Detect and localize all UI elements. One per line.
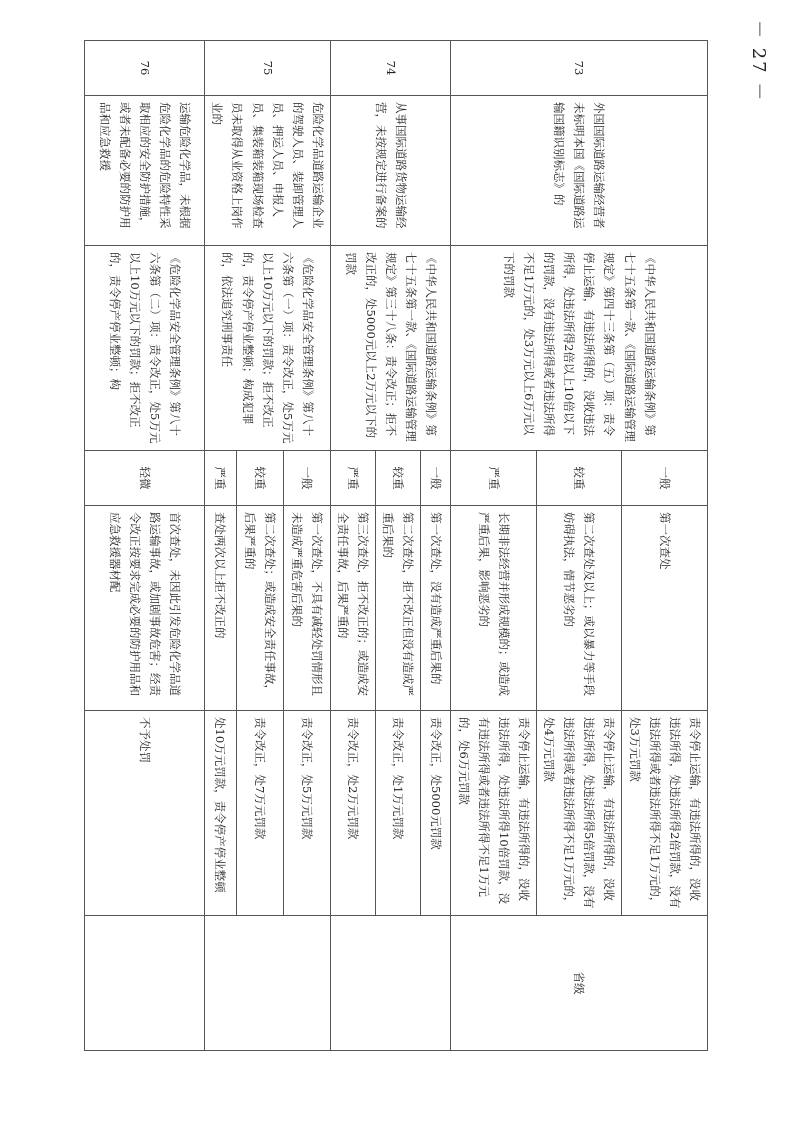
severity-level: 一般 bbox=[421, 451, 451, 506]
penalty-standard: 不予处罚 bbox=[85, 711, 205, 916]
severity-level: 严重 bbox=[331, 451, 376, 506]
legal-basis: 《中华人民共和国道路运输条例》第七十五条第一款、《国际道路运输管理规定》第四十三条第（五）项：责令停止运输，有违法所得的，没收违法所得，处违法所得2倍以上10倍以下的罚款，没有违法所得或者违法所得不足1万元的，处3万元以上6万元以下的罚款 bbox=[451, 246, 708, 451]
legal-basis: 《危险化学品安全管理条例》第八十六条第（二）项：责令改正，处5万元以上10万元以下的罚款；拒不改正的，责令停产停业整顿；构 bbox=[85, 246, 205, 451]
circumstance: 查处两次以上拒不改正的 bbox=[205, 506, 236, 711]
penalty-standard: 责令改正，处5万元罚款 bbox=[283, 711, 330, 916]
circumstance: 第二次查处，拒不改正但没有造成严重后果的 bbox=[376, 506, 421, 711]
row-number: 76 bbox=[85, 41, 205, 96]
row-number: 74 bbox=[331, 41, 452, 96]
circumstance: 第二次查处及以上；或以暴力等手段妨碍执法，情节恶劣的 bbox=[537, 506, 623, 711]
violation-behavior: 从事国际道路货物运输经营，未按规定进行备案的 bbox=[331, 96, 452, 246]
authority bbox=[331, 916, 452, 1051]
circumstance: 第一次查处，没有造成严重后果的 bbox=[421, 506, 451, 711]
penalty-table bbox=[84, 40, 708, 1051]
table-row bbox=[421, 41, 451, 1051]
legal-basis: 《中华人民共和国道路运输条例》第七十五条第一款、《国际道路运输管理规定》第三十八条：责令改正；拒不改正的，处5000元以上2万元以下的罚款 bbox=[331, 246, 452, 451]
page-number: － 27 － bbox=[748, 20, 769, 103]
penalty-standard: 责令改正，处2万元罚款 bbox=[331, 711, 376, 916]
violation-behavior: 运输危险化学品，未根据危险化学品的危险特性采取相应的安全防护措施，或者未配备必要的防护用品和应急救援 bbox=[85, 96, 205, 246]
penalty-standard: 责令改正，处1万元罚款 bbox=[376, 711, 421, 916]
severity-level: 较重 bbox=[236, 451, 283, 506]
severity-level: 一般 bbox=[622, 451, 708, 506]
circumstance: 第一次查处 bbox=[622, 506, 708, 711]
violation-behavior: 外国国际道路运输经营者未标明本国《国际道路运输国籍识别标志》的 bbox=[451, 96, 708, 246]
row-number: 73 bbox=[451, 41, 708, 96]
severity-level: 一般 bbox=[283, 451, 330, 506]
severity-level: 严重 bbox=[451, 451, 537, 506]
authority: 省级 bbox=[451, 916, 708, 1051]
circumstance: 第三次查处，拒不改正的；或造成安全责任事故，后果严重的 bbox=[331, 506, 376, 711]
severity-level: 轻微 bbox=[85, 451, 205, 506]
table-body bbox=[85, 41, 708, 1051]
table-row bbox=[622, 41, 708, 1051]
severity-level: 较重 bbox=[537, 451, 623, 506]
penalty-standard: 责令停止运输，有违法所得的，没收违法所得，处违法所得10倍罚款，没有违法所得或者违法所得不足1万元的，处6万元罚款 bbox=[451, 711, 537, 916]
legal-basis: 《危险化学品安全管理条例》第八十六条第（一）项：责令改正，处5万元以上10万元以下的罚款；拒不改正的，责令停产停业整顿；构成犯罪的，依法追究刑事责任 bbox=[205, 246, 331, 451]
table-row bbox=[85, 41, 205, 1051]
violation-behavior: 危险化学品道路运输企业的驾驶人员、装卸管理人员、押运人员、申报人员、集装箱装箱现场检查员未取得从业资格上岗作业的 bbox=[205, 96, 331, 246]
severity-level: 严重 bbox=[205, 451, 236, 506]
circumstance: 首次查处，未因此引发危险化学品道路运输事故，或加剧事故危害；经责令改正按要求完成必要的防护用品和应急救援器材配 bbox=[85, 506, 205, 711]
penalty-standard: 责令停止运输，有违法所得的，没收违法所得，处违法所得2倍罚款，没有违法所得或者违法所得不足1万元的，处3万元罚款 bbox=[622, 711, 708, 916]
authority bbox=[205, 916, 331, 1051]
circumstance: 第一次查处，不具有减轻处罚情形且未造成严重危害后果的 bbox=[283, 506, 330, 711]
circumstance: 第二次查处；或造成安全责任事故，后果严重的 bbox=[236, 506, 283, 711]
authority bbox=[85, 916, 205, 1051]
penalty-standard: 处10万元罚款，责令停产停业整顿 bbox=[205, 711, 236, 916]
penalty-standard: 责令改正，处5000元罚款 bbox=[421, 711, 451, 916]
severity-level: 较重 bbox=[376, 451, 421, 506]
penalty-standard: 责令停止运输，有违法所得的，没收违法所得，处违法所得5倍罚款，没有违法所得或者违法所得不足1万元的，处4万元罚款 bbox=[537, 711, 623, 916]
table-row bbox=[283, 41, 330, 1051]
penalty-standard: 责令改正，处7万元罚款 bbox=[236, 711, 283, 916]
circumstance: 长期非法经营并形成规模的；或造成严重后果，影响恶劣的 bbox=[451, 506, 537, 711]
row-number: 75 bbox=[205, 41, 331, 96]
